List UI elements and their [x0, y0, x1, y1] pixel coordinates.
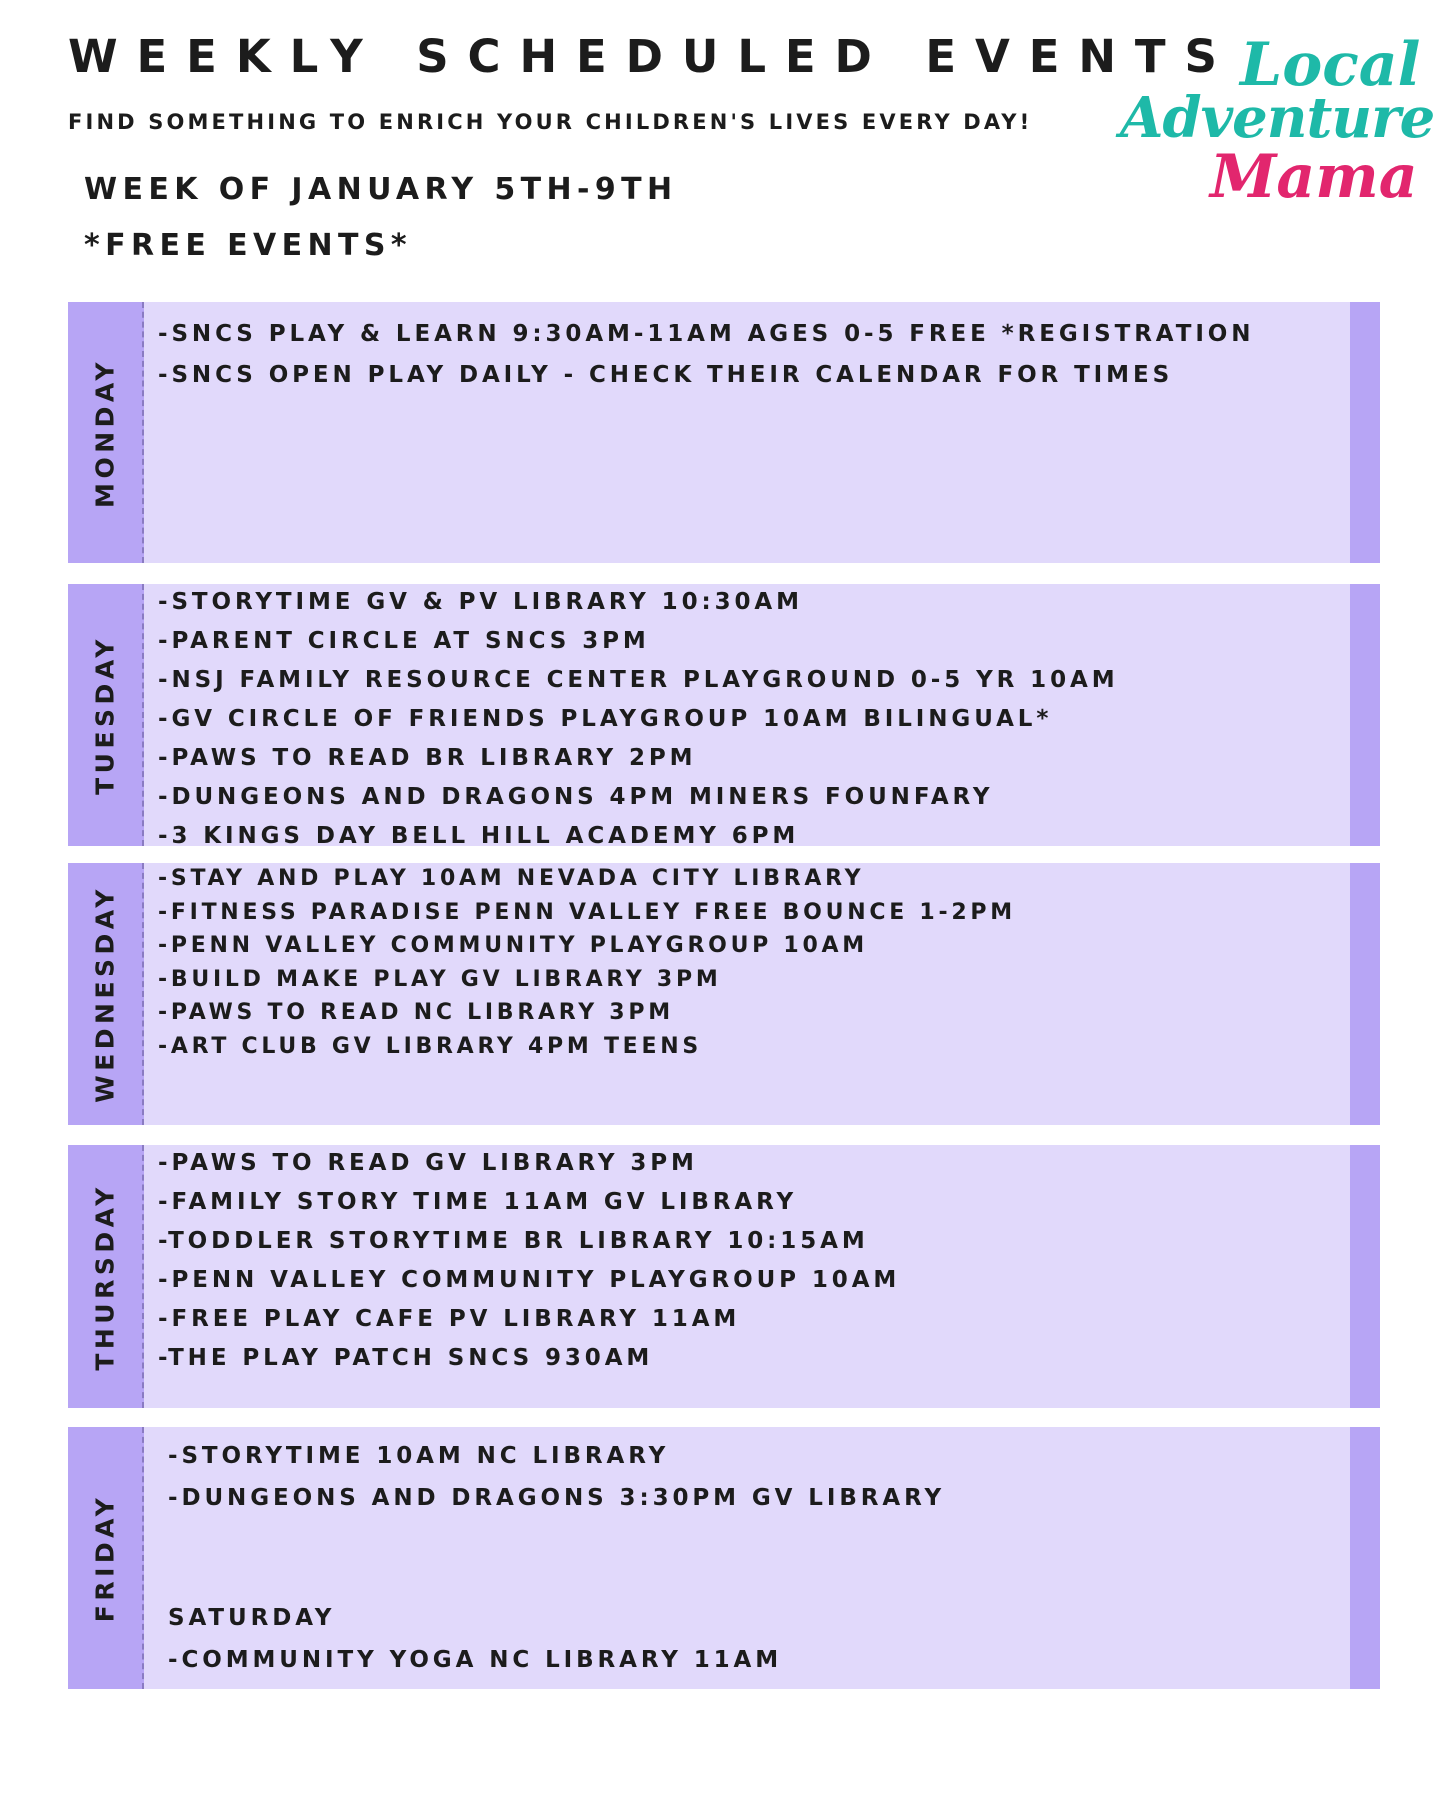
event-item: -PAWS TO READ GV LIBRARY 3PM: [158, 1150, 698, 1176]
event-item: -STORYTIME 10AM NC LIBRARY: [168, 1443, 670, 1469]
event-item: -FITNESS PARADISE PENN VALLEY FREE BOUNCE 1-2PM: [158, 899, 1016, 925]
right-accent-bar: [1350, 302, 1380, 563]
right-accent-bar: [1350, 1427, 1380, 1689]
event-item: -PENN VALLEY COMMUNITY PLAYGROUP 10AM: [158, 933, 868, 958]
event-item: -STAY AND PLAY 10AM NEVADA CITY LIBRARY: [158, 866, 865, 891]
event-item: -FREE PLAY CAFE PV LIBRARY 11AM: [158, 1306, 741, 1332]
day-block-wednesday: [68, 863, 1380, 1125]
event-item: -SNCS PLAY & LEARN 9:30AM-11AM AGES 0-5 FREE *REGISTRATION: [158, 321, 1255, 347]
page-subtitle: FIND SOMETHING TO ENRICH YOUR CHILDREN'S LIVES EVERY DAY!: [68, 110, 1033, 134]
right-accent-bar: [1350, 1145, 1380, 1408]
event-item: -COMMUNITY YOGA NC LIBRARY 11AM: [168, 1647, 783, 1673]
event-item: -NSJ FAMILY RESOURCE CENTER PLAYGROUND 0-5 YR 10AM: [158, 667, 1119, 693]
event-item: -PAWS TO READ BR LIBRARY 2PM: [158, 745, 697, 771]
event-item: -ART CLUB GV LIBRARY 4PM TEENS: [158, 1033, 702, 1059]
day-label-text: TUESDAY: [90, 635, 120, 795]
event-list: [158, 314, 1254, 396]
day-label-text: THURSDAY: [90, 1182, 120, 1371]
day-label-wednesday: [68, 863, 144, 1125]
right-accent-bar: [1350, 584, 1380, 846]
day-block-monday: [68, 302, 1380, 563]
event-list: [158, 1144, 900, 1378]
page-title: WEEKLY SCHEDULED EVENTS: [68, 30, 1236, 83]
logo-word-adventure: Adventure: [1120, 85, 1435, 151]
day-label-tuesday: [68, 584, 144, 846]
day-block-tuesday: [68, 584, 1380, 849]
week-range: WEEK OF JANUARY 5TH-9TH: [84, 172, 678, 207]
saturday-section: [168, 1597, 782, 1681]
event-item: -BUILD MAKE PLAY GV LIBRARY 3PM: [158, 966, 722, 992]
free-events-label: *FREE EVENTS*: [84, 228, 412, 263]
day-block-friday: [68, 1427, 1380, 1689]
logo-word-mama: Mama: [1210, 142, 1418, 212]
day-label-text: FRIDAY: [90, 1493, 120, 1623]
event-item: -3 KINGS DAY BELL HILL ACADEMY 6PM: [158, 823, 800, 849]
event-item: -SNCS OPEN PLAY DAILY - CHECK THEIR CALENDAR FOR TIMES: [158, 362, 1174, 388]
day-label-monday: [68, 302, 144, 563]
day-label-text: WEDNESDAY: [90, 885, 120, 1103]
brand-logo: [1120, 30, 1435, 220]
event-item: -GV CIRCLE OF FRIENDS PLAYGROUP 10AM BILINGUAL*: [158, 706, 1053, 732]
day-label-friday: [68, 1427, 144, 1689]
event-list: [158, 862, 1016, 1063]
event-item: -STORYTIME GV & PV LIBRARY 10:30AM: [158, 589, 803, 615]
day-label-thursday: [68, 1145, 144, 1408]
right-accent-bar: [1350, 863, 1380, 1125]
event-list: [168, 1435, 945, 1519]
day-block-thursday: [68, 1145, 1380, 1408]
event-item: -PENN VALLEY COMMUNITY PLAYGROUP 10AM: [158, 1267, 901, 1293]
event-item: -PAWS TO READ NC LIBRARY 3PM: [158, 1000, 674, 1025]
saturday-heading: SATURDAY: [168, 1605, 336, 1631]
event-item: -THE PLAY PATCH SNCS 930AM: [158, 1345, 654, 1371]
event-item: -PARENT CIRCLE AT SNCS 3PM: [158, 628, 650, 654]
day-label-text: MONDAY: [90, 357, 120, 508]
logo-word-local: Local: [1240, 30, 1421, 100]
event-item: -DUNGEONS AND DRAGONS 4PM MINERS FOUNFARY: [158, 784, 994, 810]
event-item: -TODDLER STORYTIME BR LIBRARY 10:15AM: [158, 1228, 869, 1254]
event-list: [158, 583, 1119, 856]
event-item: -FAMILY STORY TIME 11AM GV LIBRARY: [158, 1189, 798, 1215]
event-item: -DUNGEONS AND DRAGONS 3:30PM GV LIBRARY: [168, 1485, 946, 1511]
